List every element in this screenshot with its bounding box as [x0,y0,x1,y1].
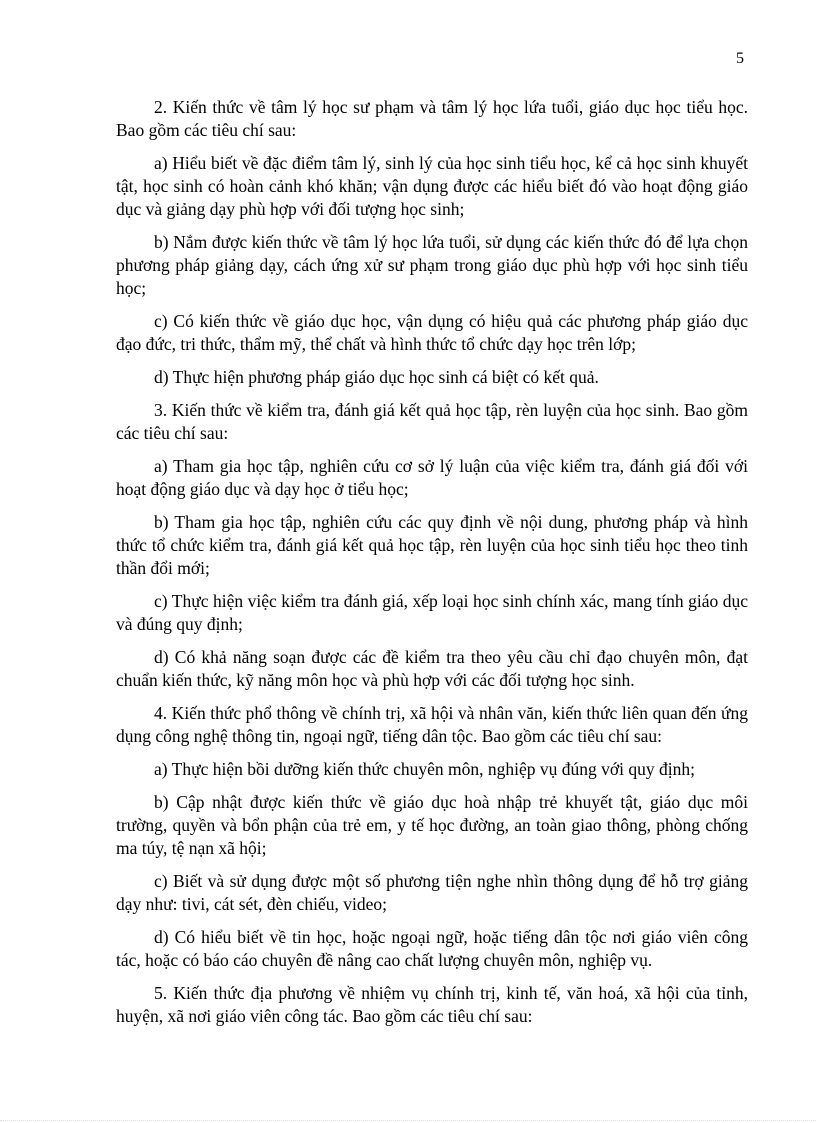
criterion-2c: c) Có kiến thức về giáo dục học, vận dụng có hiệu quả các phương pháp giáo dục đạo đức, tri thức, thẩm mỹ, thể chất và hình thức tổ chức dạy học trên lớp; [116,311,748,354]
criterion-2a: a) Hiểu biết về đặc điểm tâm lý, sinh lý của học sinh tiểu học, kể cả học sinh khuyết tật, học sinh có hoàn cảnh khó khăn; vận dụng được các hiểu biết đó vào hoạt động giáo dục và giảng dạy phù hợp với đối tượng học sinh; [116,153,748,219]
criterion-3d: d) Có khả năng soạn được các đề kiểm tra theo yêu cầu chỉ đạo chuyên môn, đạt chuẩn kiến thức, kỹ năng môn học và phù hợp với các đối tượng học sinh. [116,647,748,690]
criterion-4d: d) Có hiểu biết về tin học, hoặc ngoại ngữ, hoặc tiếng dân tộc nơi giáo viên công tác, hoặc có báo cáo chuyên đề nâng cao chất lượng chuyên môn, nghiệp vụ. [116,927,748,970]
document-body [116,96,748,1038]
criterion-3c: c) Thực hiện việc kiểm tra đánh giá, xếp loại học sinh chính xác, mang tính giáo dục và đúng quy định; [116,591,748,634]
section-heading-2: 2. Kiến thức về tâm lý học sư phạm và tâm lý học lứa tuổi, giáo dục học tiểu học. Bao gồm các tiêu chí sau: [116,97,748,140]
section-heading-3: 3. Kiến thức về kiểm tra, đánh giá kết quả học tập, rèn luyện của học sinh. Bao gồm các tiêu chí sau: [116,400,748,443]
page-number: 5 [736,50,744,67]
criterion-2b: b) Nắm được kiến thức về tâm lý học lứa tuổi, sử dụng các kiến thức đó để lựa chọn phương pháp giảng dạy, cách ứng xử sư phạm trong giáo dục phù hợp với học sinh tiểu học; [116,232,748,298]
criterion-4b: b) Cập nhật được kiến thức về giáo dục hoà nhập trẻ khuyết tật, giáo dục môi trường, quyền và bổn phận của trẻ em, y tế học đường, an toàn giao thông, phòng chống ma túy, tệ nạn xã hội; [116,792,748,858]
criterion-3a: a) Tham gia học tập, nghiên cứu cơ sở lý luận của việc kiểm tra, đánh giá đối với hoạt động giáo dục và dạy học ở tiểu học; [116,456,748,499]
page-bottom-rule [0,1120,816,1121]
criterion-4c: c) Biết và sử dụng được một số phương tiện nghe nhìn thông dụng để hỗ trợ giảng dạy như: tivi, cát sét, đèn chiếu, video; [116,871,748,914]
section-heading-5: 5. Kiến thức địa phương về nhiệm vụ chính trị, kinh tế, văn hoá, xã hội của tỉnh, huyện, xã nơi giáo viên công tác. Bao gồm các tiêu chí sau: [116,983,748,1026]
criterion-2d: d) Thực hiện phương pháp giáo dục học sinh cá biệt có kết quả. [154,367,599,387]
criterion-4a: a) Thực hiện bồi dưỡng kiến thức chuyên môn, nghiệp vụ đúng với quy định; [154,759,695,779]
criterion-3b: b) Tham gia học tập, nghiên cứu các quy định về nội dung, phương pháp và hình thức tổ chức kiểm tra, đánh giá kết quả học tập, rèn luyện của học sinh tiểu học theo tinh thần đổi mới; [116,512,748,578]
section-heading-4: 4. Kiến thức phổ thông về chính trị, xã hội và nhân văn, kiến thức liên quan đến ứng dụng công nghệ thông tin, ngoại ngữ, tiếng dân tộc. Bao gồm các tiêu chí sau: [116,703,748,746]
